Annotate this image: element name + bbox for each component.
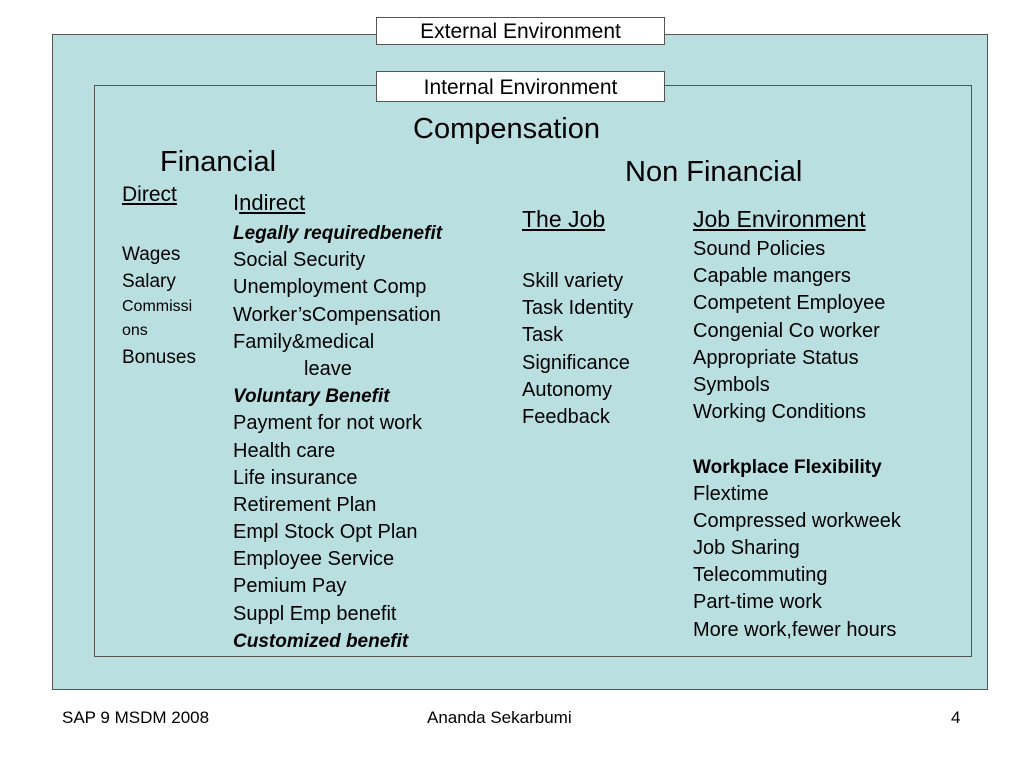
customized-benefit-heading: Customized benefit xyxy=(233,630,409,652)
spacer xyxy=(693,426,901,453)
flex-item: More work,fewer hours xyxy=(693,618,897,641)
compensation-title: Compensation xyxy=(413,113,600,145)
indirect-benefits-list xyxy=(233,220,442,655)
voluntary-item: Employee Service xyxy=(233,548,395,571)
legal-item: Social Security xyxy=(233,249,366,272)
flex-item: Job Sharing xyxy=(693,537,800,560)
job-item: Task Identity xyxy=(522,297,634,320)
internal-environment-label: Internal Environment xyxy=(376,71,665,102)
voluntary-item: Suppl Emp benefit xyxy=(233,602,397,625)
environment-item: Sound Policies xyxy=(693,238,826,260)
flex-item: Part-time work xyxy=(693,591,822,614)
page-number: 4 xyxy=(951,708,961,727)
legal-item: leave xyxy=(304,357,352,380)
flex-item: Compressed workweek xyxy=(693,509,901,532)
direct-heading: Direct xyxy=(122,183,177,206)
footer-author: Ananda Sekarbumi xyxy=(427,708,572,727)
legal-item: Family&medical xyxy=(233,330,375,353)
indirect-heading-rest: ndirect xyxy=(239,190,306,215)
voluntary-item: Life insurance xyxy=(233,466,358,489)
flex-item: Flextime xyxy=(693,482,769,505)
environment-item: Working Conditions xyxy=(693,401,867,424)
workplace-flexibility-heading: Workplace Flexibility xyxy=(693,456,882,478)
legal-item: Worker’sCompensation xyxy=(233,303,441,326)
job-item: Task xyxy=(522,324,564,347)
legally-required-heading: Legally requiredbenefit xyxy=(233,223,443,244)
direct-item-salary: Salary xyxy=(122,271,176,292)
direct-item-wages: Wages xyxy=(122,244,181,265)
job-environment-list xyxy=(693,236,901,644)
environment-item: Symbols xyxy=(693,373,770,396)
environment-item: Competent Employee xyxy=(693,292,886,315)
legal-item: Unemployment Comp xyxy=(233,276,427,299)
voluntary-item: Empl Stock Opt Plan xyxy=(233,521,418,544)
voluntary-item: Pemium Pay xyxy=(233,575,347,598)
voluntary-benefit-heading: Voluntary Benefit xyxy=(233,386,390,408)
job-item: Autonomy xyxy=(522,378,613,401)
job-environment-heading: Job Environment xyxy=(693,206,866,232)
direct-item-commissions-part1: Commissi xyxy=(122,298,193,315)
environment-item: Congenial Co worker xyxy=(693,319,880,342)
the-job-list xyxy=(522,268,633,431)
voluntary-item: Health care xyxy=(233,439,336,462)
flex-item: Telecommuting xyxy=(693,564,828,587)
voluntary-item: Retirement Plan xyxy=(233,493,377,516)
job-item: Significance xyxy=(522,351,630,374)
external-environment-label: External Environment xyxy=(376,17,665,45)
job-item: Skill variety xyxy=(522,270,624,292)
environment-item: Appropriate Status xyxy=(693,346,859,369)
job-item: Feedback xyxy=(522,405,610,428)
financial-title: Financial xyxy=(160,146,277,178)
the-job-heading: The Job xyxy=(522,206,606,232)
direct-item-bonuses: Bonuses xyxy=(122,347,196,368)
indirect-heading xyxy=(233,190,305,216)
direct-item-commissions-part2: ons xyxy=(122,322,148,339)
footer-left-text: SAP 9 MSDM 2008 xyxy=(62,708,210,727)
indirect-heading-initial: I xyxy=(233,190,240,215)
environment-item: Capable mangers xyxy=(693,265,851,288)
non-financial-title: Non Financial xyxy=(625,156,803,188)
voluntary-item: Payment for not work xyxy=(233,412,422,435)
